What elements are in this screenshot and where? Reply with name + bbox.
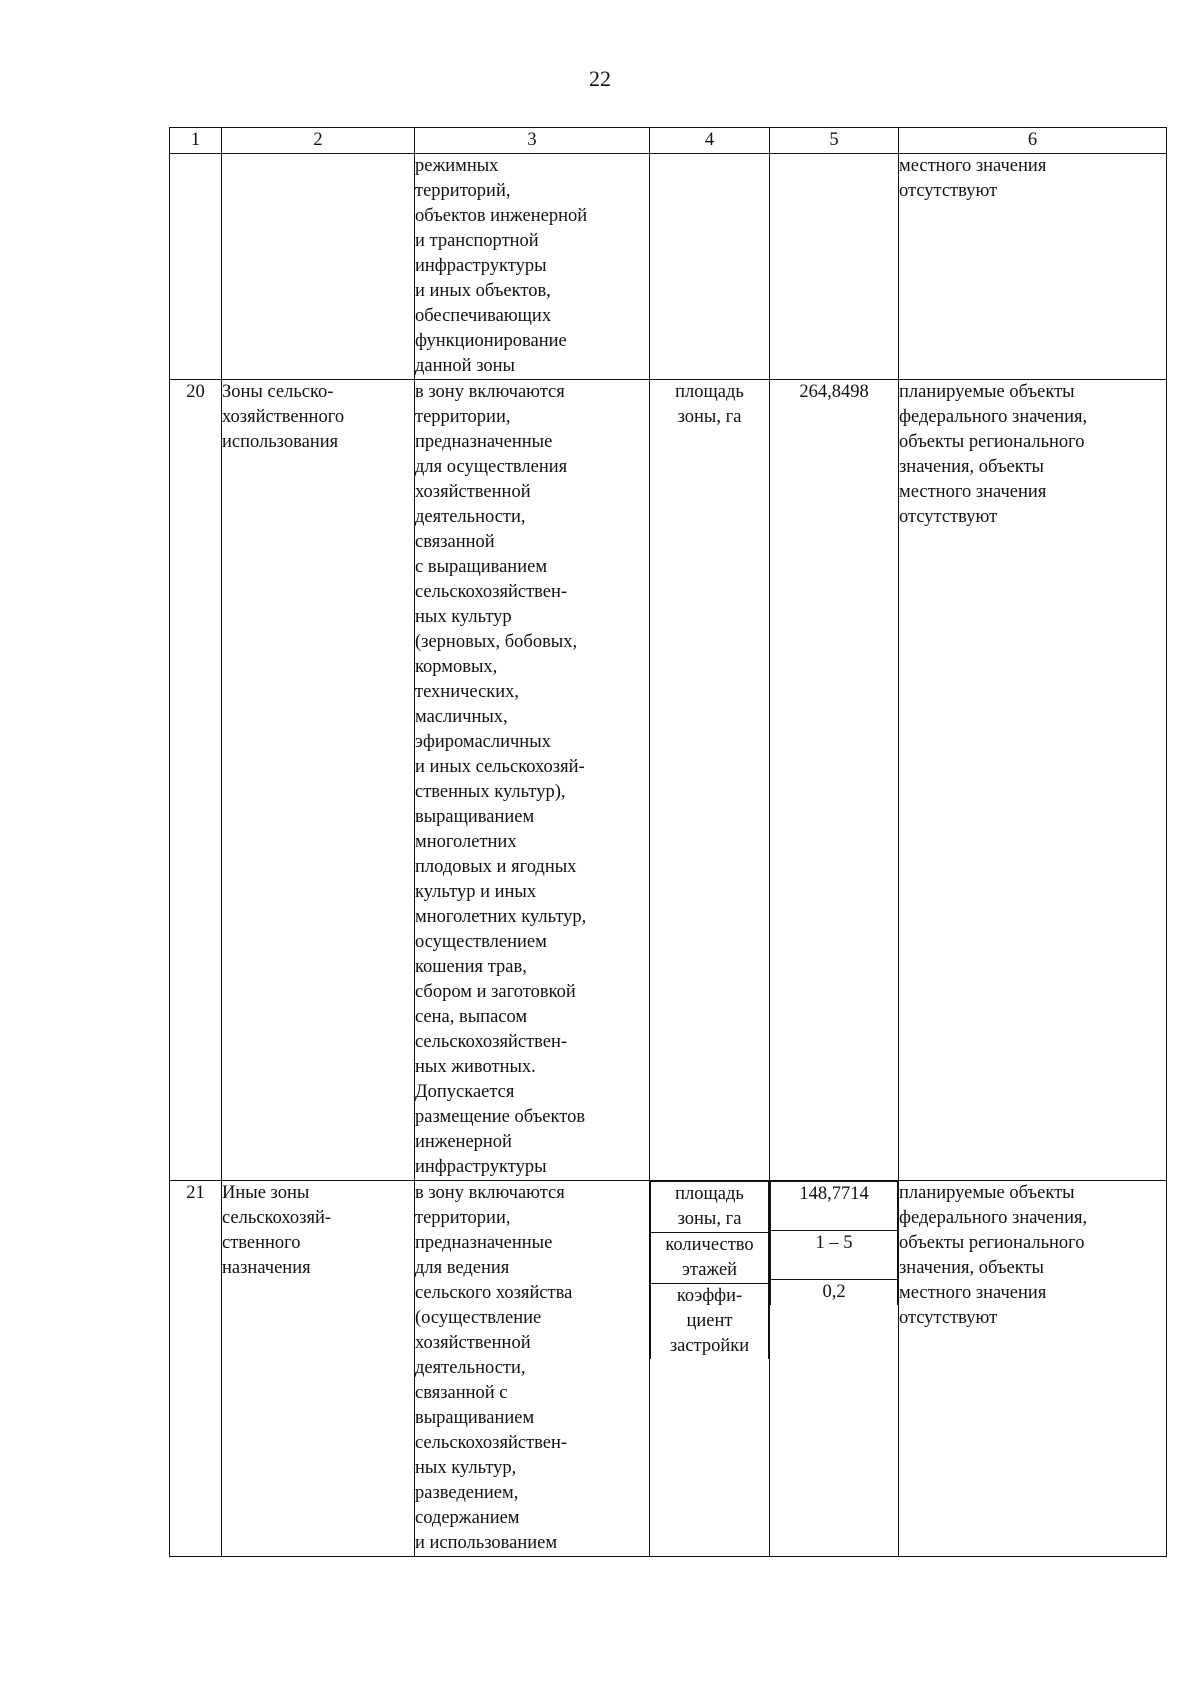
parameter-labels [650, 1181, 770, 1557]
page-number: 22 [589, 66, 611, 91]
parameter-label-floors: количество этажей [651, 1233, 769, 1284]
continuation-description: режимных территорий, объектов инженерной и транспортной инфраструктуры и иных объектов, обеспечивающих функционирование данной зоны [415, 154, 650, 380]
parameter-label: площадь зоны, га [650, 380, 770, 1181]
header-col-2: 2 [222, 128, 415, 154]
continuation-row [170, 154, 1167, 380]
parameter-values [770, 1181, 899, 1557]
zone-name: Зоны сельско- хозяйственного использования [222, 380, 415, 1181]
header-col-5: 5 [770, 128, 899, 154]
parameter-value-coverage: 0,2 [771, 1280, 898, 1306]
continuation-objects: местного значения отсутствуют [899, 154, 1167, 380]
header-row [170, 128, 1167, 154]
planned-objects: планируемые объекты федерального значения, объекты регионального значения, объекты местного значения отсутствуют [899, 1181, 1167, 1557]
header-col-4: 4 [650, 128, 770, 154]
zone-description: в зону включаются территории, предназначенные для осуществления хозяйственной деятельности, связанной с выращиванием сельскохозяйствен- ных культур (зерновых, бобовых, кормовых, технических, масличных, эфиромасличных и иных сельскохозяй- ственных культур), выращиванием многолетних плодовых и ягодных культур и иных многолетних культур, осуществлением кошения трав, сбором и заготовкой сена, выпасом сельскохозяйствен- ных животных. Допускается размещение объектов инженерной инфраструктуры [415, 380, 650, 1181]
parameter-value: 264,8498 [770, 380, 899, 1181]
parameter-value-area: 148,7714 [771, 1182, 898, 1231]
row-number: 21 [170, 1181, 222, 1557]
zone-description: в зону включаются территории, предназначенные для ведения сельского хозяйства (осуществление хозяйственной деятельности, связанной с выращиванием сельскохозяйствен- ных культур, разведением, содержанием и использованием [415, 1181, 650, 1557]
zones-table [169, 127, 1167, 1557]
table-row-20 [170, 380, 1167, 1181]
parameter-label-coverage: коэффи- циент застройки [651, 1284, 769, 1360]
header-col-3: 3 [415, 128, 650, 154]
planned-objects: планируемые объекты федерального значения, объекты регионального значения, объекты местного значения отсутствуют [899, 380, 1167, 1181]
row-number: 20 [170, 380, 222, 1181]
header-col-1: 1 [170, 128, 222, 154]
header-col-6: 6 [899, 128, 1167, 154]
table-row-21 [170, 1181, 1167, 1557]
parameter-value-floors: 1 – 5 [771, 1231, 898, 1280]
parameter-label-area: площадь зоны, га [651, 1182, 769, 1233]
zone-name: Иные зоны сельскохозяй- ственного назначения [222, 1181, 415, 1557]
